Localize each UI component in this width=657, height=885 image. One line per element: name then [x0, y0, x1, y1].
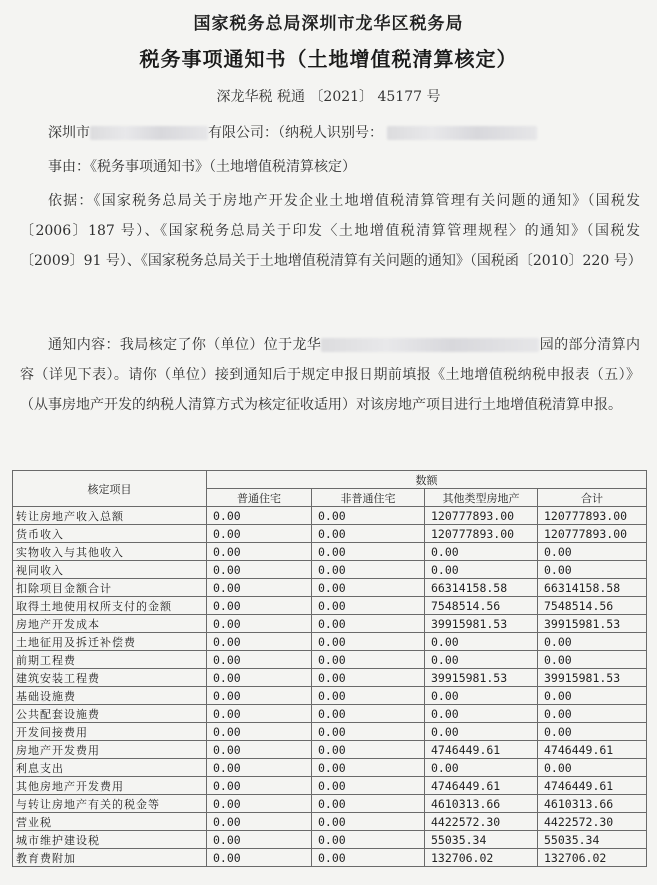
basis-paragraph: 依据：《国家税务总局关于房地产开发企业土地增值税清算管理有关问题的通知》（国税发〔2006〕187 号）、《国家税务总局关于印发〈土地增值税清算管理规程〉的通知》（国税发〔2009〕91 号）、《国家税务总局关于土地增值税清算有关问题的通知》（国税函〔2010〕220 号） [20, 193, 642, 269]
issuing-organization: 国家税务总局深圳市龙华区税务局 [193, 14, 464, 34]
row-value-cell: 0.00 [425, 561, 538, 579]
row-item-label: 房地产开发费用 [13, 741, 207, 759]
subject-line: 事由：《税务事项通知书》（土地增值税清算核定） [48, 159, 356, 175]
row-value-cell: 55035.34 [425, 831, 538, 849]
row-value-cell: 0.00 [207, 795, 312, 813]
row-value-cell: 0.00 [312, 651, 425, 669]
row-item-label: 房地产开发成本 [13, 615, 207, 633]
row-value-cell: 0.00 [538, 705, 647, 723]
table-row [13, 525, 647, 543]
row-value-cell: 0.00 [207, 759, 312, 777]
row-value-cell: 0.00 [207, 741, 312, 759]
row-value-cell: 120777893.00 [538, 525, 647, 543]
recipient-suffix: 有限公司：（纳税人识别号： [208, 125, 383, 141]
row-value-cell: 0.00 [312, 849, 425, 867]
row-value-cell: 0.00 [207, 507, 312, 525]
row-value-cell: 39915981.53 [425, 669, 538, 687]
row-value-cell: 4746449.61 [538, 741, 647, 759]
row-value-cell: 66314158.58 [538, 579, 647, 597]
row-value-cell: 0.00 [538, 633, 647, 651]
document-number: 深龙华税 税通 〔2021〕 45177 号 [216, 89, 441, 105]
row-value-cell: 0.00 [207, 705, 312, 723]
notice-part2: 园的部分清算内容（详见下表）。请你（单位）接到通知后于规定申报日期前填报《土地增值税纳税申报表（五）》（从事房地产开发的纳税人清算方式为核定征收适用）对该房地产项目进行土地增值税清算申报。 [20, 337, 641, 413]
table-row [13, 795, 647, 813]
row-value-cell: 0.00 [538, 543, 647, 561]
row-value-cell: 0.00 [312, 507, 425, 525]
column-header: 合计 [538, 489, 647, 507]
row-value-cell: 7548514.56 [538, 597, 647, 615]
row-value-cell: 120777893.00 [538, 507, 647, 525]
row-item-label: 转让房地产收入总额 [13, 507, 207, 525]
table-row [13, 615, 647, 633]
row-value-cell: 66314158.58 [425, 579, 538, 597]
notice-part1: 通知内容：我局核定了你（单位）位于龙华 [48, 337, 322, 353]
recipient-prefix: 深圳市 [48, 125, 90, 141]
table-row [13, 561, 647, 579]
row-value-cell: 0.00 [538, 651, 647, 669]
row-item-label: 教育费附加 [13, 849, 207, 867]
row-value-cell: 39915981.53 [538, 615, 647, 633]
column-header: 其他类型房地产 [425, 489, 538, 507]
table-row [13, 651, 647, 669]
table-row [13, 723, 647, 741]
row-value-cell: 0.00 [312, 759, 425, 777]
redacted-project-name [321, 338, 539, 352]
row-value-cell: 0.00 [312, 795, 425, 813]
row-value-cell: 0.00 [312, 543, 425, 561]
row-value-cell: 0.00 [538, 759, 647, 777]
column-header: 非普通住宅 [312, 489, 425, 507]
row-value-cell: 0.00 [312, 777, 425, 795]
row-value-cell: 4746449.61 [538, 777, 647, 795]
row-item-label: 基础设施费 [13, 687, 207, 705]
row-value-cell: 0.00 [425, 759, 538, 777]
row-value-cell: 120777893.00 [425, 525, 538, 543]
table-body [13, 507, 647, 867]
row-value-cell: 0.00 [312, 633, 425, 651]
row-value-cell: 0.00 [425, 651, 538, 669]
table-row [13, 543, 647, 561]
row-value-cell: 0.00 [312, 615, 425, 633]
redacted-company-name [90, 126, 208, 140]
row-value-cell: 0.00 [207, 651, 312, 669]
row-value-cell: 0.00 [312, 579, 425, 597]
row-value-cell: 39915981.53 [425, 615, 538, 633]
row-value-cell: 0.00 [312, 741, 425, 759]
row-value-cell: 4746449.61 [425, 741, 538, 759]
row-value-cell: 4610313.66 [538, 795, 647, 813]
row-item-label: 其他房地产开发费用 [13, 777, 207, 795]
row-value-cell: 0.00 [312, 687, 425, 705]
table-row [13, 813, 647, 831]
row-value-cell: 0.00 [312, 705, 425, 723]
table-header-row-1 [13, 471, 647, 489]
row-value-cell: 120777893.00 [425, 507, 538, 525]
row-value-cell: 0.00 [207, 777, 312, 795]
row-value-cell: 0.00 [207, 849, 312, 867]
row-item-label: 利息支出 [13, 759, 207, 777]
row-value-cell: 0.00 [425, 543, 538, 561]
row-value-cell: 0.00 [425, 723, 538, 741]
item-column-header: 核定项目 [13, 471, 207, 507]
row-value-cell: 4746449.61 [425, 777, 538, 795]
row-value-cell: 0.00 [207, 615, 312, 633]
table-row [13, 831, 647, 849]
row-item-label: 货币收入 [13, 525, 207, 543]
row-value-cell: 0.00 [312, 723, 425, 741]
row-value-cell: 132706.02 [425, 849, 538, 867]
row-item-label: 建筑安装工程费 [13, 669, 207, 687]
document-title: 税务事项通知书（土地增值税清算核定） [139, 47, 518, 71]
row-value-cell: 0.00 [207, 597, 312, 615]
amount-group-header: 数额 [207, 471, 647, 489]
assessment-table [12, 470, 647, 867]
row-value-cell: 4610313.66 [425, 795, 538, 813]
row-value-cell: 0.00 [538, 687, 647, 705]
row-value-cell: 39915981.53 [538, 669, 647, 687]
table-row [13, 777, 647, 795]
row-value-cell: 0.00 [207, 669, 312, 687]
row-value-cell: 0.00 [312, 525, 425, 543]
table-row [13, 507, 647, 525]
row-value-cell: 4422572.30 [538, 813, 647, 831]
row-item-label: 公共配套设施费 [13, 705, 207, 723]
row-value-cell: 4422572.30 [425, 813, 538, 831]
table-row [13, 669, 647, 687]
row-item-label: 与转让房地产有关的税金等 [13, 795, 207, 813]
row-value-cell: 0.00 [207, 687, 312, 705]
recipient-line [48, 122, 537, 142]
row-item-label: 视同收入 [13, 561, 207, 579]
row-value-cell: 0.00 [207, 813, 312, 831]
row-value-cell: 0.00 [207, 543, 312, 561]
table-row [13, 597, 647, 615]
table-row [13, 705, 647, 723]
row-value-cell: 0.00 [207, 561, 312, 579]
row-value-cell: 0.00 [207, 579, 312, 597]
row-value-cell: 0.00 [312, 831, 425, 849]
column-header: 普通住宅 [207, 489, 312, 507]
row-value-cell: 0.00 [207, 831, 312, 849]
row-item-label: 开发间接费用 [13, 723, 207, 741]
row-value-cell: 0.00 [207, 525, 312, 543]
row-value-cell: 7548514.56 [425, 597, 538, 615]
row-value-cell: 0.00 [425, 687, 538, 705]
row-item-label: 取得土地使用权所支付的金额 [13, 597, 207, 615]
table-row [13, 741, 647, 759]
row-value-cell: 0.00 [312, 669, 425, 687]
redacted-taxpayer-id [387, 126, 537, 140]
row-item-label: 前期工程费 [13, 651, 207, 669]
table-row [13, 849, 647, 867]
row-value-cell: 132706.02 [538, 849, 647, 867]
row-item-label: 营业税 [13, 813, 207, 831]
row-item-label: 城市维护建设税 [13, 831, 207, 849]
row-value-cell: 0.00 [312, 561, 425, 579]
table-row [13, 633, 647, 651]
row-value-cell: 0.00 [207, 723, 312, 741]
table-row [13, 687, 647, 705]
notice-paragraph [20, 330, 640, 420]
row-value-cell: 55035.34 [538, 831, 647, 849]
row-value-cell: 0.00 [425, 705, 538, 723]
table-row [13, 759, 647, 777]
row-item-label: 土地征用及拆迁补偿费 [13, 633, 207, 651]
row-value-cell: 0.00 [312, 597, 425, 615]
row-value-cell: 0.00 [207, 633, 312, 651]
table-row [13, 579, 647, 597]
row-value-cell: 0.00 [425, 633, 538, 651]
row-value-cell: 0.00 [538, 561, 647, 579]
row-value-cell: 0.00 [538, 723, 647, 741]
row-value-cell: 0.00 [312, 813, 425, 831]
row-item-label: 扣除项目金额合计 [13, 579, 207, 597]
row-item-label: 实物收入与其他收入 [13, 543, 207, 561]
